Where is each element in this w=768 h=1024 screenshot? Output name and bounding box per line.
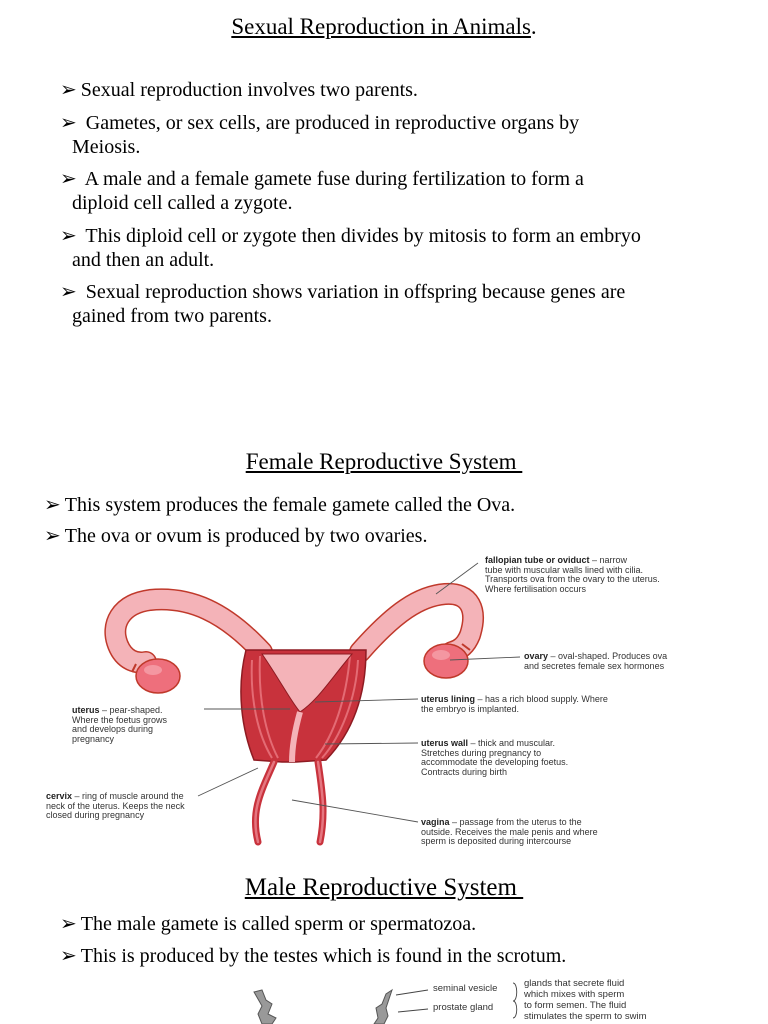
bullet-item: ➢ The male gamete is called sperm or spermatozoa.: [60, 913, 477, 935]
section-title-female: Female Reproductive System: [245, 449, 523, 474]
label-prostate-gland: prostate gland: [433, 1002, 494, 1013]
arrowhead-bullet-icon: ➢: [44, 494, 61, 516]
label-cervix: cervix – ring of muscle around the neck of the uterus. Keeps the neck closed during pregnancy: [46, 791, 185, 820]
label-vagina: vagina – passage from the uterus to the outside. Receives the male penis and where sperm is deposited during intercourse: [421, 817, 598, 846]
bullet-item: ➢ Sexual reproduction shows variation in offspring because genes are gained from two parents.: [60, 281, 626, 327]
bullet-item: ➢ This diploid cell or zygote then divides by mitosis to form an embryo and then an adult.: [60, 225, 641, 271]
seminal-vesicle-right: [374, 990, 392, 1024]
label-seminal-vesicle: seminal vesicle: [433, 983, 498, 994]
bullet-item: ➢ This is produced by the testes which is found in the scrotum.: [60, 945, 567, 967]
bullet-item: ➢ The ova or ovum is produced by two ovaries.: [44, 525, 428, 547]
bullet-item: ➢ A male and a female gamete fuse during fertilization to form a diploid cell called a zygote.: [60, 168, 584, 214]
label-glands-description: glands that secrete fluid which mixes with sperm to form semen. The fluid stimulates the sperm to swim: [524, 978, 647, 1022]
label-ovary: ovary – oval-shaped. Produces ova and secretes female sex hormones: [524, 651, 668, 671]
arrowhead-bullet-icon: ➢: [60, 168, 77, 190]
bullet-item: ➢ Sexual reproduction involves two parents.: [60, 79, 418, 101]
label-fallopian-tube: fallopian tube or oviduct – narrow tube with muscular walls lined with cilia. Transports ova from the ovary to the uterus. Where fertilisation occurs: [485, 555, 660, 594]
page-title: Sexual Reproduction in Animals.: [231, 14, 537, 39]
arrowhead-bullet-icon: ➢: [60, 225, 77, 247]
arrowhead-bullet-icon: ➢: [60, 281, 77, 303]
seminal-vesicle-left: [254, 990, 276, 1024]
arrowhead-bullet-icon: ➢: [44, 525, 61, 547]
arrowhead-bullet-icon: ➢: [60, 112, 77, 134]
label-uterus: uterus – pear-shaped. Where the foetus grows and develops during pregnancy: [72, 705, 168, 744]
section-title-male: Male Reproductive System: [244, 874, 524, 901]
label-uterus-lining: uterus lining – has a rich blood supply. Where the embryo is implanted.: [421, 694, 608, 714]
bullet-item: ➢ Gametes, or sex cells, are produced in reproductive organs by Meiosis.: [60, 112, 580, 158]
bullet-item: ➢ This system produces the female gamete called the Ova.: [44, 494, 516, 516]
label-uterus-wall: uterus wall – thick and muscular. Stretches during pregnancy to accommodate the developing foetus. Contracts during birth: [421, 738, 569, 777]
arrowhead-bullet-icon: ➢: [60, 79, 77, 101]
arrowhead-bullet-icon: ➢: [60, 913, 77, 935]
arrowhead-bullet-icon: ➢: [60, 945, 77, 967]
